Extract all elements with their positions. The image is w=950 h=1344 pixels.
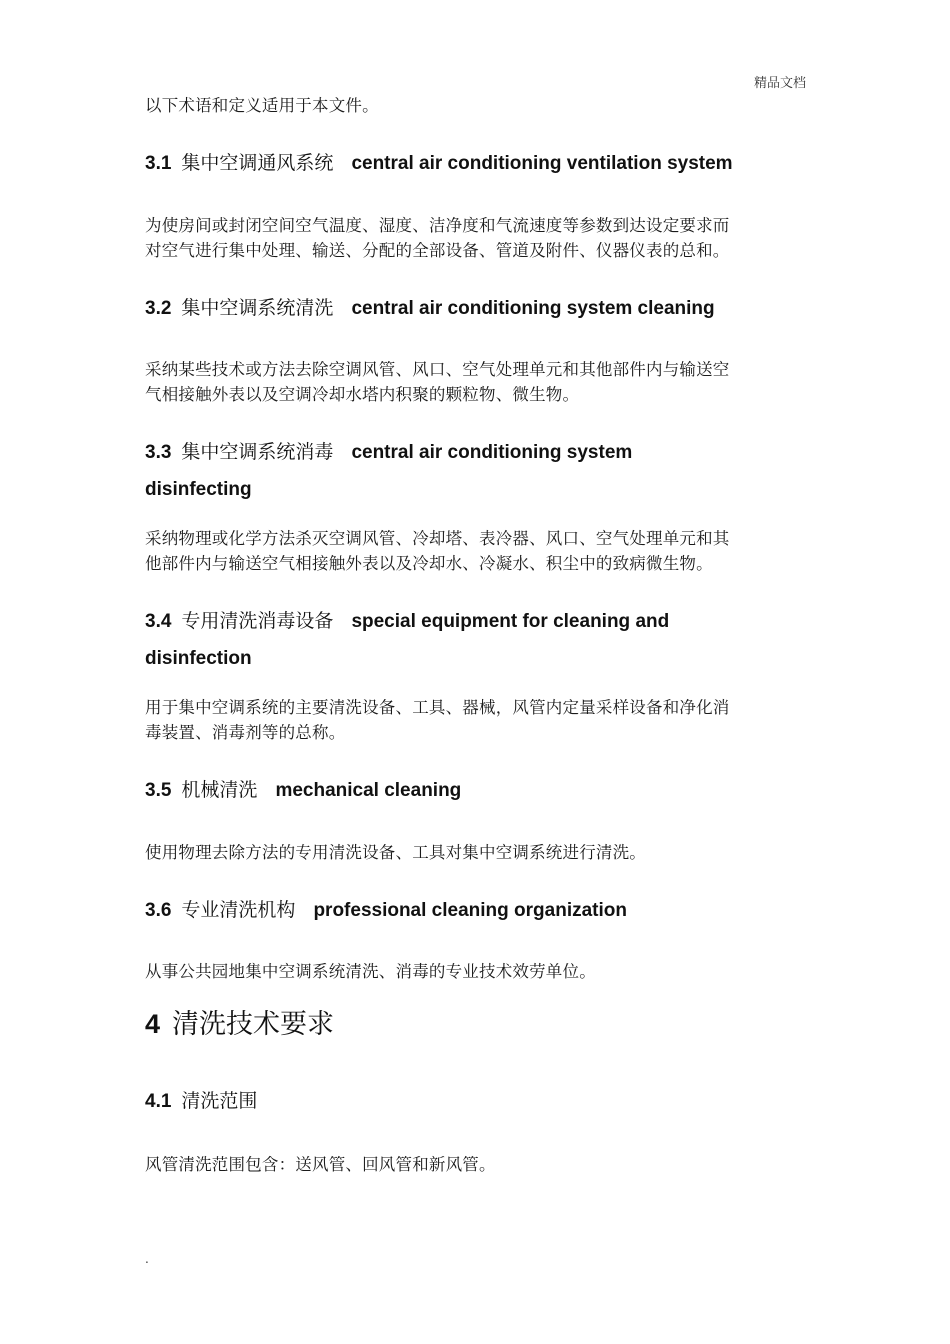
section-title-cn: 专用清洗消毒设备 [181,610,334,632]
body-line: 气相接触外表以及空调冷却水塔内积聚的颗粒物、微生物。 [145,385,580,404]
section-title-cn: 机械清洗 [181,779,258,801]
body-line: 从事公共园地集中空调系统清洗、消毒的专业技术效劳单位。 [145,962,596,981]
section-number: 3.5 [145,780,172,801]
footer-mark: . [145,1252,149,1266]
intro-paragraph: 以下术语和定义适用于本文件。 [145,96,379,115]
section-heading-4-1 [145,1083,845,1120]
section-body-3-4 [145,695,810,745]
section-title-en: central air conditioning system [351,442,633,463]
chapter-number: 4 [145,1009,161,1039]
body-line: 为使房间或封闭空间空气温度、湿度、洁净度和气流速度等参数到达设定要求而 [145,216,730,235]
section-body-3-5 [145,840,810,865]
section-heading-3-6 [145,892,845,929]
section-title-en: professional cleaning organization [313,900,627,921]
header-watermark-text: 精品文档 [753,76,806,91]
section-number: 3.1 [145,153,172,174]
section-number: 4.1 [145,1091,172,1112]
section-number: 3.4 [145,611,172,632]
section-heading-3-3 [145,434,845,508]
section-title-en: special equipment for cleaning and [351,611,670,632]
section-body-3-2 [145,357,810,407]
section-title-cn: 清洗范围 [181,1090,258,1112]
section-title-en-continued: disinfection [145,648,252,669]
section-title-cn: 集中空调系统清洗 [181,297,334,319]
section-title-en: central air conditioning ventilation system [351,153,733,174]
section-title-en-continued: disinfecting [145,479,252,500]
section-number: 3.6 [145,900,172,921]
chapter-heading-4 [145,1004,334,1045]
body-line: 对空气进行集中处理、输送、分配的全部设备、管道及附件、仪器仪表的总和。 [145,241,730,260]
section-title-en: mechanical cleaning [275,780,462,801]
body-line: 他部件内与输送空气相接触外表以及冷却水、冷凝水、积尘中的致病微生物。 [145,554,713,573]
body-line: 采纳物理或化学方法杀灭空调风管、冷却塔、表冷器、风口、空气处理单元和其 [145,529,730,548]
section-body-3-6 [145,959,810,984]
body-line: 用于集中空调系统的主要清洗设备、工具、器械，风管内定量采样设备和净化消 [145,698,730,717]
body-line: 采纳某些技术或方法去除空调风管、风口、空气处理单元和其他部件内与输送空 [145,360,730,379]
section-number: 3.2 [145,298,172,319]
section-title-en: central air conditioning system cleaning [351,298,715,319]
section-title-cn: 集中空调通风系统 [181,152,334,174]
body-line: 使用物理去除方法的专用清洗设备、工具对集中空调系统进行清洗。 [145,843,646,862]
section-body-4-1: 风管清洗范围包含：送风管、回风管和新风管。 [145,1155,496,1174]
chapter-title: 清洗技术要求 [172,1009,335,1040]
section-title-cn: 集中空调系统消毒 [181,441,334,463]
section-heading-3-4 [145,603,845,677]
body-line: 毒装置、消毒剂等的总称。 [145,723,346,742]
section-heading-3-1 [145,145,845,182]
section-title-cn: 专业清洗机构 [181,899,296,921]
section-heading-3-5 [145,772,845,809]
section-heading-3-2 [145,290,845,327]
section-body-3-3 [145,526,810,576]
section-number: 3.3 [145,442,172,463]
section-body-3-1 [145,213,810,263]
